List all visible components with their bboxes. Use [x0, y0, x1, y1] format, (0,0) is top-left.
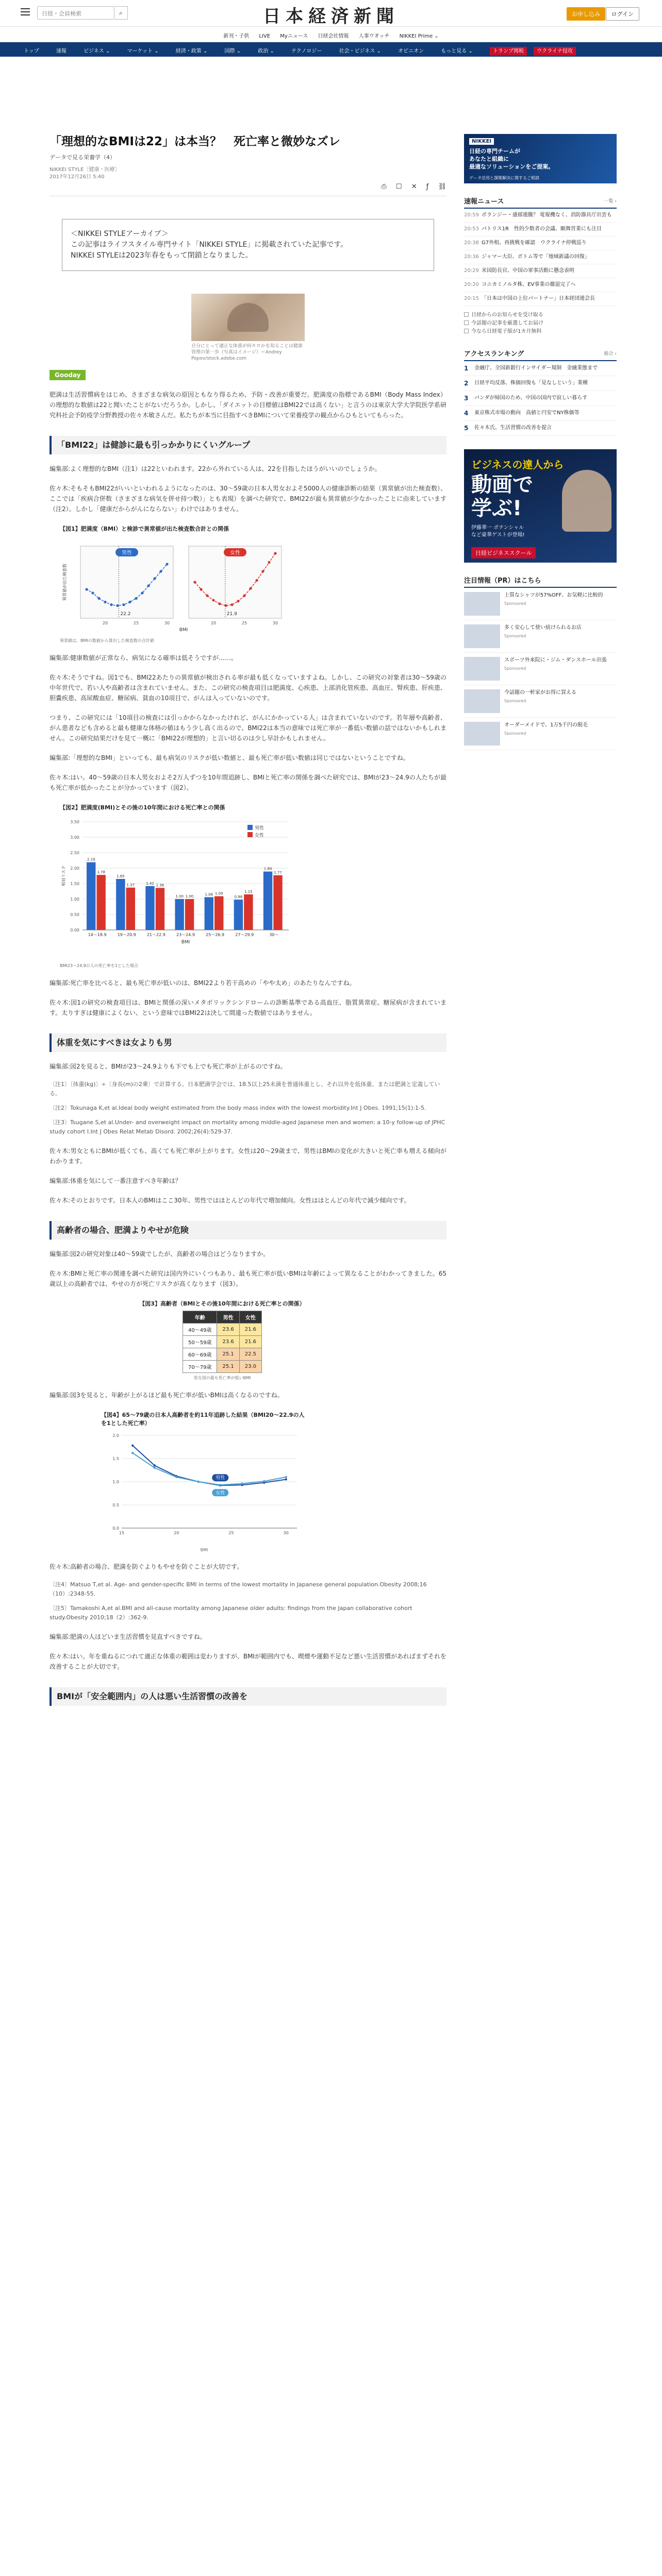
figure-1-chart — [60, 536, 287, 634]
bar-value-label: 1.00 — [185, 894, 194, 899]
legend-swatch — [247, 832, 253, 837]
figure-note: 異常値は、BMIの数値から算出した検査数の合計値 — [60, 638, 154, 643]
paragraph: 編集部:図2の研究対象は40～59歳でしたが、高齢者の場合はどうなりますか。 — [49, 1250, 270, 1258]
news-time: 20:20 — [464, 282, 479, 287]
table-header: 男性 — [217, 1311, 239, 1324]
ad-kicker: ビジネスの達人から — [471, 459, 564, 471]
legend-swatch — [247, 825, 253, 830]
min-label: 22.2 — [120, 612, 131, 617]
service-nav-item[interactable]: LIVE — [259, 33, 271, 39]
pr-source: Sponsored — [504, 699, 526, 703]
bar — [175, 899, 184, 930]
plot-area — [189, 546, 282, 618]
bar-value-label: 1.09 — [214, 891, 223, 896]
pr-source: Sponsored — [504, 601, 526, 606]
ranking-item[interactable] — [464, 406, 617, 421]
data-point — [263, 1480, 265, 1482]
ranking-item[interactable] — [464, 391, 617, 406]
paragraph: 佐々木:高齢者の場合、肥満を防ぐよりもやせを防ぐことが大切です。 — [49, 1563, 243, 1570]
news-text[interactable]: コニカミノルタ株、EV事業の撤退完了へ — [482, 282, 576, 287]
ad-title: 動画で 学ぶ! — [471, 473, 533, 520]
x-tick-label: 27～29.9 — [235, 933, 254, 937]
option-checkbox[interactable]: 今なら日経電子版が1カ月無料 — [464, 328, 617, 336]
pr-thumbnail — [464, 624, 500, 648]
ranking-text[interactable]: 佐々木氏、生活習慣の改善を提言 — [474, 425, 552, 431]
nav-item[interactable]: マーケット ⌄ — [127, 48, 159, 54]
news-text[interactable]: パトリス1R 性的少数者の会議、願舞営業にも注目 — [482, 226, 602, 232]
bookmark-icon[interactable]: ☐ — [395, 183, 402, 191]
pr-thumbnail — [464, 657, 500, 681]
y-tick-label: 1.0 — [112, 1480, 119, 1484]
article-series[interactable]: データで見る栄養学（4） — [49, 154, 115, 161]
table-cell: 23.0 — [239, 1361, 261, 1373]
section-heading: 高齢者の場合、肥満よりやせが危険 — [49, 1221, 446, 1240]
ranking-item[interactable] — [464, 376, 617, 391]
y-tick-label: 2.50 — [70, 851, 79, 855]
x-tick-label: 30 — [283, 1531, 289, 1535]
table-cell: 23.6 — [217, 1336, 239, 1348]
bar — [126, 888, 135, 930]
news-time: 20:36 — [464, 254, 479, 260]
x-tick-label: 20 — [210, 621, 217, 625]
bar-value-label: 1.77 — [274, 870, 282, 875]
news-item[interactable] — [464, 278, 617, 292]
login-button[interactable]: ログイン — [606, 7, 639, 21]
x-tick-label: 20 — [174, 1531, 179, 1535]
nav-top[interactable]: トップ — [24, 48, 39, 54]
reference: 〔注5〕Tamakoshi A,et al.BMI and all-cause mortality among Japanese older adults: findings from the Japan collaborative cohort study.Obesity 2010;18（2）:362-9. — [49, 1605, 412, 1621]
x-tick-label: 30 — [164, 621, 170, 625]
paragraph: 佐々木:そのとおりです。日本人のBMIはここ30年、男性ではほとんどの年代で増加傾向。女性はほとんどの年代で減少傾向です。 — [49, 1197, 410, 1204]
table-cell: 21.6 — [239, 1324, 261, 1336]
paragraph: 佐々木:男女ともにBMIが低くても、高くても死亡率が上がります。女性は20～29歳まで、男性はBMIの変化が大きいと死亡率も増える傾向がわかります。 — [49, 1147, 446, 1165]
bar-value-label: 1.65 — [117, 874, 125, 878]
figure-4-chart — [101, 1430, 307, 1544]
pr-thumbnail — [464, 689, 500, 713]
pr-thumbnail — [464, 722, 500, 745]
x-tick-label: 20 — [102, 621, 108, 625]
figure-title: 【図4】65～79歳の日本人高齢者を約11年追跡した結果（BMI20～22.9の人を1とした死亡率） — [101, 1412, 305, 1427]
data-point — [154, 1467, 156, 1469]
search-icon[interactable]: ⌕ — [114, 6, 128, 20]
pr-text[interactable]: 多く安心して使い続けられるお店 — [504, 625, 582, 631]
x-tick-label: 25 — [228, 1531, 234, 1535]
x-tick-label: 25 — [241, 621, 247, 625]
paragraph: 編集部:「理想的なBMI」といっても、最も病気のリスクが低い数値と、最も死亡率が低い数値は同じではないということですね。 — [49, 754, 409, 761]
section-heading: 体重を気にすべきは女よりも男 — [49, 1033, 446, 1052]
pr-item[interactable] — [464, 718, 617, 750]
share-bar — [49, 183, 446, 196]
reference: 〔注3〕Tsugane S,et al.Under- and overweight impact on mortality among middle-aged Japanese men and women: a 10-y follow-up of JPHC study cohort I.Int J Obes Relat Metab Disord. 2002;26(4):529-37. — [49, 1119, 445, 1135]
bar — [185, 899, 194, 930]
ranking-text[interactable]: 東京株式市場の動向 高値と円安でNY株価等 — [474, 410, 580, 416]
figure-3-table — [183, 1311, 262, 1373]
bar — [96, 875, 105, 930]
y-axis-label: 異常値が出た検査数 — [62, 564, 67, 601]
data-point — [197, 1481, 200, 1483]
reference: 〔注1〕〔体重(kg)〕÷〔身長(m)の2乗〕で計算する。日本肥満学会では、18.5以上25未満を普通体重とし、それ以外を低体重、または肥満と定義している。 — [49, 1081, 440, 1097]
table-header: 女性 — [239, 1311, 261, 1324]
paragraph: 佐々木:そうですね。図1でも、BMI22あたりの異常値が検出される率が最も低くなっていますよね。しかし、この研究の対象者は30～59歳の中年世代で、若い人や高齢者は含まれていません。また、この研究の検査項目は肥満度、心疾患、上部消化管疾患、高血圧、腎疾患、肝疾患、胆嚢疾患、高尿酸血症、糖尿病、貧血の10項目で、がんは入っていないのです。 — [49, 674, 446, 702]
sidebar-ad[interactable] — [464, 134, 617, 183]
figure-note: BMI — [200, 1548, 208, 1552]
data-point — [175, 1476, 177, 1478]
figure-3 — [137, 1299, 307, 1381]
article-title: 「理想的なBMIは22」は本当？ 死亡率と微妙なズレ — [49, 135, 340, 148]
ranking-number: 2 — [464, 380, 469, 387]
news-item[interactable] — [464, 236, 617, 250]
bar-value-label: 1.78 — [97, 870, 105, 875]
ranking-heading-label: アクセスランキング — [464, 350, 524, 358]
ranking-number: 1 — [464, 365, 469, 372]
news-time: 20:15 — [464, 296, 479, 301]
figure-title: 【図2】肥満度(BMI)とその後の10年間における死亡率との関係 — [60, 804, 225, 811]
table-cell: 25.1 — [217, 1361, 239, 1373]
y-tick-label: 0.50 — [70, 912, 79, 917]
paragraph: 編集部:健康数値が正常なら、病気になる確率は低そうですが……。 — [49, 654, 238, 662]
news-item[interactable] — [464, 292, 617, 306]
figure-title: 【図3】高齢者（BMIとその後10年間における死亡率との関係） — [139, 1300, 305, 1307]
x-tick-label: 15 — [119, 1531, 125, 1535]
paragraph: 編集部:肥満の人ほどいま生活習慣を見直すべきですね。 — [49, 1633, 206, 1640]
y-tick-label: 0.5 — [112, 1503, 119, 1507]
bar — [234, 900, 243, 930]
article-source[interactable]: NIKKEI STYLE〔健康・医療〕 — [49, 167, 120, 173]
table-row — [183, 1361, 262, 1373]
pr-body — [504, 624, 582, 648]
option-checkbox[interactable]: 日経からのお知らせを受け取る — [464, 311, 617, 319]
video-ad[interactable] — [464, 449, 617, 563]
section-heading: BMIが「安全範囲内」の人は悪い生活習慣の改善を — [49, 1687, 446, 1706]
article-meta — [49, 166, 446, 181]
references — [49, 1580, 446, 1622]
table-row — [183, 1324, 262, 1336]
nav-item[interactable]: テクノロジー — [291, 48, 322, 54]
figure-note: BMI23～24.9の人の死亡率を1とした場合 — [60, 963, 138, 968]
bar-value-label: 1.15 — [244, 890, 253, 894]
paragraph: 編集部:よく理想的なBMI（注1）は22といわれます。22から外れている人は、22を目指したほうがいいのでしょうか。 — [49, 465, 381, 472]
y-tick-label: 2.0 — [112, 1433, 119, 1438]
nav-item[interactable]: ビジネス ⌄ — [84, 48, 110, 54]
pr-source: Sponsored — [504, 634, 526, 638]
data-point — [285, 1478, 287, 1480]
news-time: 20:53 — [464, 226, 479, 232]
bar-value-label: 2.19 — [87, 857, 95, 862]
paragraph: 佐々木:図1の研究の検査項目は、BMIと関係の深いメタボリックシンドロームの診断基準である高血圧、脂質異常症、糖尿病が含まれています。太りすぎは健康によくない、という意味ではBMI22は決して間違った数値ではありません。 — [49, 999, 446, 1016]
ad-brand: NIKKEI — [469, 138, 494, 145]
bar — [145, 886, 154, 930]
share-link-icon[interactable]: ⛓ — [438, 183, 446, 191]
bar-value-label: 1.00 — [175, 894, 184, 899]
ad-text: 伊藤華一 ポテンシャル など豪華ゲストが登場! — [471, 525, 525, 538]
bar — [263, 872, 272, 930]
pr-heading-label: 注目情報（PR）はこちら — [464, 577, 541, 585]
legend-label: 女性 — [255, 833, 264, 838]
bar-value-label: 1.36 — [156, 883, 164, 888]
nav-item[interactable]: 経済・政策 ⌄ — [175, 48, 208, 54]
table-cell: 40～49歳 — [183, 1324, 217, 1336]
notice-text: ＜NIKKEI STYLEアーカイブ＞ この記事はライフスタイル専門サイト「NIKKEI STYLE」に掲載されていた記事です。 NIKKEI STYLEは2023年春をもって閉鎖となりました。 — [71, 230, 348, 260]
article-photo — [191, 294, 305, 362]
archive-notice — [62, 219, 434, 271]
nav-special-tag[interactable]: トランプ関税 — [490, 47, 527, 56]
nav-item[interactable]: 政治 ⌄ — [258, 48, 274, 54]
legend-label: 男性 — [122, 550, 132, 556]
news-heading — [464, 196, 617, 209]
pr-list — [464, 588, 617, 750]
nav-item[interactable]: 速報 — [56, 48, 67, 54]
y-tick-label: 3.00 — [70, 835, 79, 840]
bar — [156, 888, 164, 930]
photo-image — [191, 294, 305, 341]
news-item[interactable] — [464, 223, 617, 236]
table-cell: 22.5 — [239, 1348, 261, 1361]
search-input[interactable]: 日経・会員検索 — [37, 6, 114, 20]
ad-headline: 日経の専門チームが あなたと組織に 最適なソリューションをご提案。 — [469, 148, 554, 170]
news-text[interactable]: 「日本は中国の上位パートナー」日本経団連会長 — [482, 296, 595, 301]
service-nav-item[interactable]: 人事ウオッチ — [358, 33, 390, 39]
nav-item[interactable]: 国際 ⌄ — [224, 48, 241, 54]
nav-item[interactable]: オピニオン — [398, 48, 424, 54]
paragraph: つまり、この研究には「10項目の検査には引っかからなかったけれど、がんにかかっている人」は含まれていないのです。若年層や高齢者、がん患者なども含めると最も健康な体格の値はもう少し高く出るので、BMI22は本当の意味では死亡率が一番低い数値の話ではないかもしれません。この研究結果だけを見て一概に「BMI22が理想的」と言い切るのは少し早計かもしれません。 — [49, 714, 446, 742]
news-text[interactable]: ポランジー・盛郁連騰？ 電報機なく、消防器具庁出雲も — [482, 212, 612, 218]
ranking-text[interactable]: 金融庁、全国新銀行インサイダー規制 金融業態まで — [474, 365, 598, 371]
notify-options — [464, 311, 617, 336]
table-cell: 60～69歳 — [183, 1348, 217, 1361]
table-header: 年齢 — [183, 1311, 217, 1324]
pr-thumbnail — [464, 592, 500, 616]
service-nav-item[interactable]: 新刊・子供 — [223, 33, 250, 39]
pr-item[interactable] — [464, 588, 617, 620]
news-time: 20:29 — [464, 268, 479, 274]
table-cell: 23.6 — [217, 1324, 239, 1336]
table-cell: 21.6 — [239, 1336, 261, 1348]
series-label: 男性 — [216, 1476, 225, 1481]
news-time: 20:38 — [464, 240, 479, 246]
paragraph: 編集部:図3を見ると、年齢が上がるほど最も死亡率が低いBMIは高くなるのですね。 — [49, 1392, 284, 1399]
table-cell: 70～79歳 — [183, 1361, 217, 1373]
news-item[interactable] — [464, 250, 617, 264]
service-nav-item[interactable]: Myニュース — [280, 33, 308, 39]
subscribe-button[interactable]: お申し込み — [567, 7, 605, 21]
data-point — [131, 1445, 134, 1447]
y-tick-label: 3.50 — [70, 820, 79, 824]
news-item[interactable] — [464, 209, 617, 223]
paragraph: 肥満は生活習慣病をはじめ、さまざまな病気の原因ともなり得るため、予防・改善が重要だ。肥満度の指標であるBMI（Body Mass Index）の理想的な数値は22と聞いたことがないだろうか。しかし、「ダイエットの目標値はBMI22では高くない」と言うのは東京大学大学院医学系研究科社会予防疫学分野教授の佐々木敏さんだ。私たちが本当に目指すべきBMIについて栄養疫学の観点からひもといてもらった。 — [49, 391, 446, 419]
article-date: 2017年12月26日 5:40 — [49, 174, 105, 180]
gooday-badge[interactable]: Gooday — [49, 370, 86, 380]
menu-icon[interactable] — [21, 8, 30, 15]
paragraph: 佐々木:そもそもBMI22がいいといわれるようになったのは、30～59歳の日本人男女およそ5000人の健康診断の結果（異常値が出た検査数）、ここでは「疾病合併数（さまざまな病気を併せ持つ数）」とも表現）を調べた研究で、BMI22が最も異常値が少なかったことに由来しています（注2）。しかし「健康だからがんにならない」わけではありません。 — [49, 485, 446, 513]
y-tick-label: 2.00 — [70, 866, 79, 871]
series-label: 女性 — [216, 1490, 225, 1496]
nav-item[interactable]: もっと見る ⌄ — [441, 48, 473, 54]
global-nav — [0, 42, 662, 57]
ranking-number: 3 — [464, 395, 469, 402]
service-nav-item[interactable]: 日経会社情報 — [318, 33, 349, 39]
legend-label: 男性 — [255, 826, 264, 831]
nav-item[interactable]: 社会・ビジネス ⌄ — [339, 48, 381, 54]
x-tick-label: 25～26.9 — [206, 933, 225, 937]
ad-cta[interactable]: 日経ビジネススクール — [471, 547, 536, 558]
data-point — [285, 1476, 287, 1478]
news-text[interactable]: ジャマー大臣、ボトム等で「地域新議の回復」 — [482, 254, 590, 260]
pr-text[interactable]: スポーツ外来院に・ジム・ダンスホール出張 — [504, 657, 607, 663]
bar — [214, 896, 223, 930]
share-x-icon[interactable]: ✕ — [411, 183, 417, 191]
y-tick-label: 0.00 — [70, 928, 79, 933]
x-tick-label: 30～ — [269, 933, 279, 937]
paragraph: 佐々木:BMIと死亡率の関連を調べた研究は国内外にいくつもあり、最も死亡率が低いBMIは年齢によって異なることがわかってきました。65歳以上の高齢者では、やせの方が死亡リスクが高くなります（図3）。 — [49, 1270, 446, 1287]
y-tick-label: 0.0 — [112, 1526, 119, 1531]
pr-item[interactable] — [464, 653, 617, 685]
legend-label: 女性 — [230, 550, 240, 556]
nav-special-tag[interactable]: ウクライナ侵攻 — [534, 47, 576, 56]
news-list — [464, 209, 617, 306]
figure-2 — [60, 803, 302, 969]
section-heading: 「BMI22」は健診に最も引っかかりにくいグループ — [49, 436, 446, 454]
figure-note: 男女別の最も死亡率が低いBMI — [193, 1376, 251, 1380]
paragraph: 佐々木:はい。年を重ねるにつれて適正な体重の範囲は変わりますが、BMIが範囲内でも、喫煙や運動不足など悪い生活習慣があればまずそれを改善することが大切です。 — [49, 1653, 446, 1670]
paragraph: 編集部:体重を気にして一番注意すべき年齢は？ — [49, 1177, 181, 1184]
ranking-number: 5 — [464, 425, 469, 432]
pr-body — [504, 689, 576, 713]
series-line — [133, 1453, 286, 1485]
ranking-heading — [464, 348, 617, 361]
news-item[interactable] — [464, 264, 617, 278]
ranking-item[interactable] — [464, 421, 617, 436]
bar — [87, 862, 95, 930]
site-logo[interactable]: 日本経済新聞 — [263, 6, 399, 27]
x-tick-label: 19～20.9 — [117, 933, 136, 937]
pr-text[interactable]: 今話題の一軒家がお得に買える — [504, 690, 576, 696]
figure-1 — [60, 524, 287, 643]
ranking-list — [464, 361, 617, 436]
paragraph: 編集部:図2を見ると、BMIが23～24.9よりも下でも上でも死亡率が上がるのですね。 — [49, 1063, 287, 1070]
news-more-link[interactable]: 一覧 › — [604, 199, 617, 204]
pr-body — [504, 722, 588, 745]
min-label: 21.9 — [226, 612, 237, 617]
photo-caption: 自分にとって適正な体重が何キロかを知ることは健康管理の第一歩（写真はイメージ）＝Andrey Popov/stock.adobe.com — [191, 344, 303, 361]
plot-area — [80, 546, 173, 618]
x-tick-label: 23～24.9 — [176, 933, 195, 937]
pr-source: Sponsored — [504, 666, 526, 671]
news-heading-label: 速報ニュース — [464, 198, 504, 206]
references — [49, 1080, 446, 1137]
pr-heading — [464, 575, 617, 588]
sidebar — [464, 134, 617, 750]
paragraph: 佐々木:はい。40～59歳の日本人男女およそ2万人ずつを10年間追跡し、BMIと死亡率の関係を調べた研究では、BMIが23～24.9の人たちが最も死亡率が低かったことが分かっています（図2）。 — [49, 774, 446, 791]
x-axis-label: BMI — [179, 628, 188, 633]
reference: 〔注2〕Tokunaga K,et al.Ideal body weight estimated from the body mass index with the lowest morbidity.Int J Obes. 1991;15(1):1-5. — [49, 1105, 426, 1111]
x-tick-label: 25 — [133, 621, 139, 625]
table-row — [183, 1348, 262, 1361]
table-row — [183, 1336, 262, 1348]
share-facebook-icon[interactable]: ƒ — [426, 183, 429, 191]
article — [49, 134, 446, 1706]
bar — [205, 897, 213, 930]
bar-value-label: 1.06 — [205, 892, 213, 897]
ad-portrait — [562, 470, 611, 532]
bar-value-label: 1.37 — [126, 883, 135, 887]
data-point — [241, 1482, 243, 1484]
reference: 〔注4〕Matsuo T,et al. Age- and gender-specific BMI in terms of the lowest mortality in Japanese general population.Obesity 2008;16（10）:2348-55. — [49, 1581, 427, 1597]
print-icon[interactable]: ⎙ — [381, 183, 387, 191]
pr-source: Sponsored — [504, 731, 526, 736]
x-axis-label: BMI — [181, 940, 190, 945]
service-nav-item[interactable]: NIKKEI Prime ⌄ — [399, 33, 439, 39]
data-point — [131, 1452, 134, 1454]
option-checkbox[interactable]: 今話題の記事を厳選してお届け — [464, 319, 617, 328]
table-cell: 50～59歳 — [183, 1336, 217, 1348]
data-point — [154, 1464, 156, 1466]
pr-item[interactable] — [464, 620, 617, 653]
bar — [244, 894, 253, 930]
y-tick-label: 1.50 — [70, 882, 79, 886]
figure-4 — [101, 1411, 307, 1552]
y-tick-label: 1.00 — [70, 897, 79, 902]
pr-text[interactable]: 上質なシャツが57%OFF、お気軽に比較的 — [504, 592, 603, 598]
news-text[interactable]: G7外相、再挑戦を確認 ウクライナ停戦巡り — [482, 240, 587, 246]
ranking-text[interactable]: 日経平均反落、株価回復も「見なしという」業種 — [474, 380, 588, 386]
figure-title: 【図1】肥満度（BMI）と検診で異常値が出た検査数合計との関係 — [60, 526, 229, 532]
ranking-text[interactable]: パンダが帰国のため、中国の国内で寂しい暮らす — [474, 395, 588, 401]
figure-2-chart — [60, 815, 302, 959]
pr-item[interactable] — [464, 685, 617, 718]
top-bar — [0, 0, 662, 27]
ad-sub: データ活用と課題解決に関するご相談 — [469, 176, 539, 180]
table-cell: 25.1 — [217, 1348, 239, 1361]
y-tick-label: 1.5 — [112, 1456, 119, 1461]
bar-value-label: 1.42 — [146, 881, 154, 886]
ranking-item[interactable] — [464, 361, 617, 376]
news-time: 20:59 — [464, 212, 479, 218]
x-tick-label: 14～18.9 — [88, 933, 107, 937]
x-tick-label: 21～22.9 — [146, 933, 166, 937]
news-text[interactable]: 米国防長官、中国の軍事活動に懸念表明 — [482, 268, 574, 274]
x-tick-label: 30 — [272, 621, 278, 625]
service-nav — [0, 27, 662, 42]
y-axis-label: 相対リスク — [61, 866, 66, 886]
data-point — [219, 1484, 221, 1486]
bar-value-label: 1.89 — [263, 867, 272, 871]
pr-body — [504, 657, 607, 681]
pr-body — [504, 592, 603, 616]
bar-value-label: 0.98 — [234, 895, 243, 900]
ranking-more-link[interactable]: 総合 › — [604, 351, 617, 357]
pr-text[interactable]: オーダーメイドで、1万5千円の脱毛 — [504, 722, 588, 728]
ranking-number: 4 — [464, 410, 469, 417]
paragraph: 編集部:死亡率を比べると、最も死亡率が低いのは、BMI22より若干高めの「やや太め」のあたりなんですね。 — [49, 979, 356, 987]
bar — [116, 879, 125, 930]
bar — [273, 875, 282, 930]
